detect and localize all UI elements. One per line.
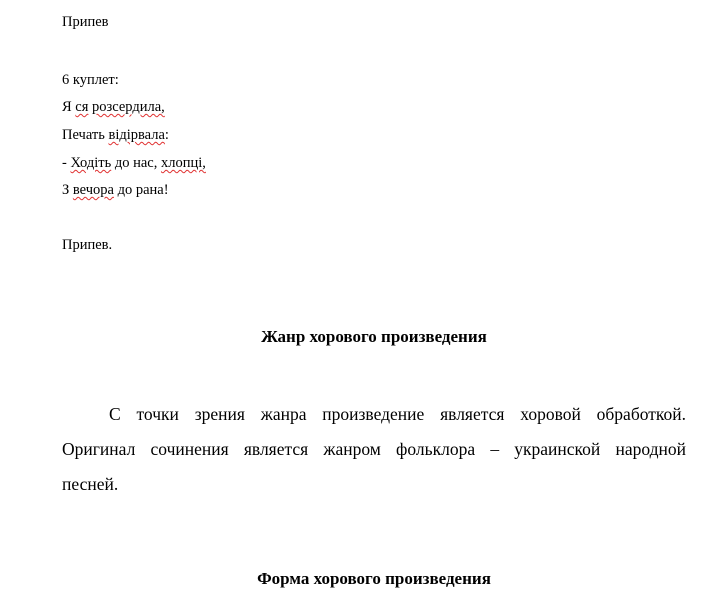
misspelled-word[interactable]: відірвала xyxy=(108,127,165,143)
word: до рана! xyxy=(113,182,169,198)
word: Печать xyxy=(62,127,105,143)
misspelled-word[interactable]: хлопці, xyxy=(160,155,206,171)
chorus-line: Припев xyxy=(62,14,109,30)
word: до нас, xyxy=(111,155,161,171)
verse-line-2 xyxy=(62,126,169,144)
verse-line-1 xyxy=(62,98,165,116)
misspelled-word[interactable]: Ходіть xyxy=(70,155,112,171)
chorus-line: Припев. xyxy=(62,237,113,253)
verse-label: 6 куплет: xyxy=(62,72,119,88)
word: З xyxy=(62,182,73,198)
misspelled-word[interactable]: ся xyxy=(75,99,89,115)
punctuation: : xyxy=(164,127,169,143)
misspelled-word[interactable]: вечора xyxy=(72,182,114,198)
word: - xyxy=(62,155,71,171)
section-heading-form: Форма хорового произведения xyxy=(257,569,491,588)
genre-paragraph: С точки зрения жанра произведение является хоровой обработкой. Оригинал сочинения является жанром фольклора – украинской народной песней. xyxy=(62,404,686,494)
verse-line-4 xyxy=(62,181,169,199)
verse-line-3 xyxy=(62,154,206,172)
misspelled-word[interactable]: розсердила, xyxy=(92,99,165,115)
word: Я xyxy=(62,99,72,115)
section-heading-genre: Жанр хорового произведения xyxy=(261,327,487,346)
